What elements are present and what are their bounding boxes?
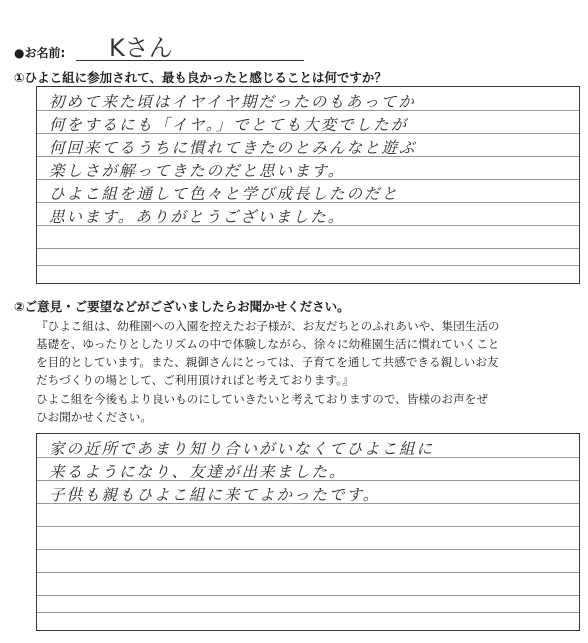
handwritten-line: 初めて来た頃はイヤイヤ期だったのもあってか	[49, 93, 416, 111]
handwritten-line: 思います。ありがとうございました。	[49, 208, 346, 226]
answer-box-1	[36, 86, 580, 284]
ruled-line	[37, 612, 579, 613]
handwritten-line: 家の近所であまり知り合いがいなくてひよこ組に	[49, 440, 435, 458]
handwritten-line: 何回来てるうちに慣れてきたのとみんなと遊ぶ	[49, 139, 417, 157]
ruled-line	[37, 265, 579, 266]
question-2-label: ②ご意見・ご要望などがございましたらお聞かせください。	[14, 299, 350, 314]
name-value: Kさん	[109, 34, 173, 62]
name-label: ●お名前:	[14, 46, 66, 60]
handwritten-line: 子供も親もひよこ組に来てよかったです。	[49, 486, 381, 504]
question-1-label: ①ひよこ組に参加されて、最も良かったと感じることは何ですか？	[14, 70, 387, 85]
ruled-line	[37, 248, 579, 249]
request-paragraph	[36, 390, 578, 426]
intro-paragraph	[36, 317, 578, 389]
handwritten-line: 楽しさが解ってきたのだと思います。	[49, 162, 346, 180]
intro-line: だちづくりの場として、ご利用頂ければと考えております。』	[36, 373, 354, 387]
ruled-line	[37, 572, 579, 573]
ruled-line	[37, 595, 579, 596]
request-line: ひよこ組を今後もより良いものにしていきたいと考えておりますので、皆様のお声をぜ	[36, 392, 488, 406]
ruled-line	[37, 526, 579, 527]
ruled-line	[37, 549, 579, 550]
intro-line: 基礎を、ゆったりとしたリズムの中で体験しながら、徐々に幼稚園生活に慣れていくこと	[36, 337, 500, 351]
answer-box-2	[36, 433, 580, 631]
request-line: ひお聞かせください。	[36, 410, 152, 424]
handwritten-line: ひよこ組を通して色々と学び成長したのだと	[49, 185, 400, 203]
intro-line: を目的としています。また、親御さんにとっては、子育てを通して共感できる親しいお友	[36, 355, 499, 369]
handwritten-line: 来るようになり、友達が出来ました。	[49, 463, 347, 481]
handwritten-line: 何をするにも「イヤ。」でとても大変でしたが	[49, 116, 409, 134]
intro-line: 『ひよこ組は、幼稚園への入園を控えたお子様が、お友だちとのふれあいや、集団生活の	[36, 319, 500, 333]
name-field	[14, 34, 304, 62]
